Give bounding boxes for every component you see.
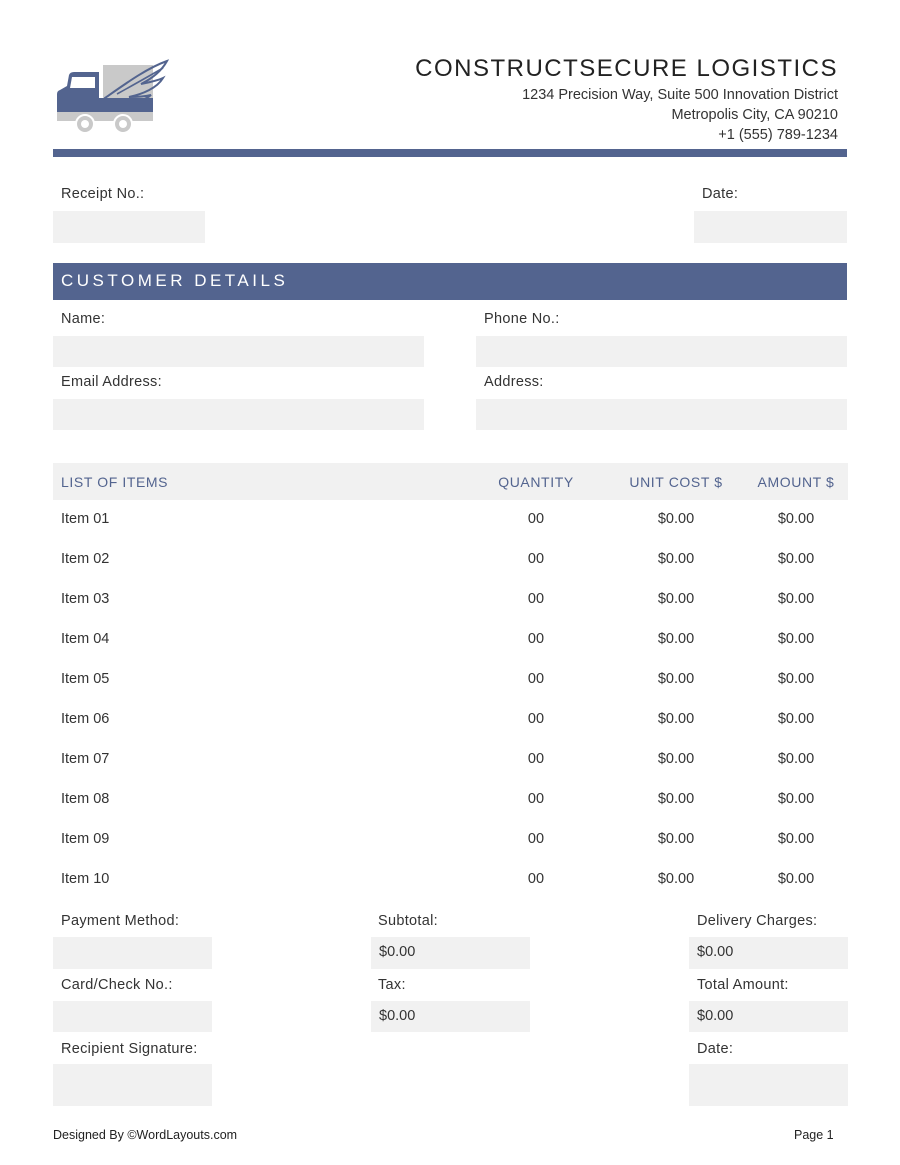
item-name: Item 09	[61, 831, 110, 847]
phone-field[interactable]	[476, 336, 847, 367]
items-header-item: LIST OF ITEMS	[61, 474, 169, 490]
item-amount: $0.00	[777, 751, 815, 767]
total-amount-field[interactable]	[689, 1001, 848, 1032]
signature-date-label: Date:	[697, 1041, 734, 1057]
address-field[interactable]	[476, 399, 847, 430]
table-row	[53, 580, 848, 620]
item-quantity: 00	[527, 831, 545, 847]
table-row	[53, 780, 848, 820]
item-quantity: 00	[527, 631, 545, 647]
item-unit-cost: $0.00	[657, 671, 695, 687]
item-name: Item 01	[61, 511, 110, 527]
payment-method-field[interactable]	[53, 937, 212, 969]
item-quantity: 00	[527, 551, 545, 567]
item-amount: $0.00	[777, 871, 815, 887]
receipt-no-field[interactable]	[53, 211, 205, 243]
footer-credit: Designed By ©WordLayouts.com	[53, 1128, 238, 1142]
item-amount: $0.00	[777, 671, 815, 687]
receipt-date-label: Date:	[702, 186, 739, 202]
address-label: Address:	[484, 374, 544, 390]
item-unit-cost: $0.00	[657, 591, 695, 607]
item-amount: $0.00	[777, 711, 815, 727]
item-amount: $0.00	[777, 791, 815, 807]
table-row	[53, 700, 848, 740]
table-row	[53, 660, 848, 700]
item-unit-cost: $0.00	[657, 711, 695, 727]
tax-field[interactable]	[371, 1001, 530, 1032]
header-divider	[53, 149, 847, 157]
company-name: CONSTRUCTSECURE LOGISTICS	[415, 55, 838, 82]
item-name: Item 04	[61, 631, 110, 647]
signature-date-field[interactable]	[689, 1064, 848, 1106]
subtotal-field[interactable]	[371, 937, 530, 969]
item-name: Item 10	[61, 871, 110, 887]
item-unit-cost: $0.00	[657, 751, 695, 767]
card-check-label: Card/Check No.:	[61, 977, 173, 993]
name-label: Name:	[61, 311, 106, 327]
table-row	[53, 860, 848, 900]
item-amount: $0.00	[777, 631, 815, 647]
item-unit-cost: $0.00	[657, 831, 695, 847]
item-unit-cost: $0.00	[657, 511, 695, 527]
delivery-charges-label: Delivery Charges:	[697, 913, 818, 929]
table-row	[53, 500, 848, 540]
item-name: Item 05	[61, 671, 110, 687]
item-amount: $0.00	[777, 511, 815, 527]
total-amount-label: Total Amount:	[697, 977, 789, 993]
email-field[interactable]	[53, 399, 424, 430]
item-quantity: 00	[527, 751, 545, 767]
item-quantity: 00	[527, 791, 545, 807]
name-field[interactable]	[53, 336, 424, 367]
item-quantity: 00	[527, 871, 545, 887]
receipt-date-field[interactable]	[694, 211, 847, 243]
receipt-no-label: Receipt No.:	[61, 186, 145, 202]
item-name: Item 07	[61, 751, 110, 767]
delivery-charges-value: $0.00	[697, 944, 734, 960]
payment-method-label: Payment Method:	[61, 913, 180, 929]
items-header-amount: AMOUNT $	[757, 474, 835, 490]
item-unit-cost: $0.00	[657, 791, 695, 807]
company-address-line2: Metropolis City, CA 90210	[671, 107, 838, 123]
delivery-truck-with-wing-icon	[55, 58, 170, 138]
items-table-header	[53, 463, 848, 500]
items-header-quantity: QUANTITY	[498, 474, 574, 490]
email-label: Email Address:	[61, 374, 162, 390]
tax-value: $0.00	[379, 1008, 416, 1024]
phone-label: Phone No.:	[484, 311, 560, 327]
tax-label: Tax:	[378, 977, 406, 993]
total-amount-value: $0.00	[697, 1008, 734, 1024]
item-unit-cost: $0.00	[657, 631, 695, 647]
item-quantity: 00	[527, 671, 545, 687]
signature-label: Recipient Signature:	[61, 1041, 198, 1057]
item-unit-cost: $0.00	[657, 871, 695, 887]
table-row	[53, 740, 848, 780]
item-amount: $0.00	[777, 591, 815, 607]
item-name: Item 02	[61, 551, 110, 567]
item-amount: $0.00	[777, 831, 815, 847]
subtotal-label: Subtotal:	[378, 913, 438, 929]
item-name: Item 03	[61, 591, 110, 607]
item-unit-cost: $0.00	[657, 551, 695, 567]
subtotal-value: $0.00	[379, 944, 416, 960]
card-check-field[interactable]	[53, 1001, 212, 1032]
item-name: Item 06	[61, 711, 110, 727]
table-row	[53, 540, 848, 580]
company-phone: +1 (555) 789-1234	[718, 127, 838, 143]
customer-details-title: CUSTOMER DETAILS	[61, 271, 289, 290]
item-quantity: 00	[527, 711, 545, 727]
delivery-charges-field[interactable]	[689, 937, 848, 969]
customer-details-banner	[53, 263, 847, 300]
item-quantity: 00	[527, 511, 545, 527]
page-number: Page 1	[794, 1128, 834, 1142]
table-row	[53, 620, 848, 660]
table-row	[53, 820, 848, 860]
item-amount: $0.00	[777, 551, 815, 567]
signature-field[interactable]	[53, 1064, 212, 1106]
item-quantity: 00	[527, 591, 545, 607]
company-address-line1: 1234 Precision Way, Suite 500 Innovation District	[522, 87, 838, 103]
item-name: Item 08	[61, 791, 110, 807]
items-header-unit-cost: UNIT COST $	[629, 474, 723, 490]
